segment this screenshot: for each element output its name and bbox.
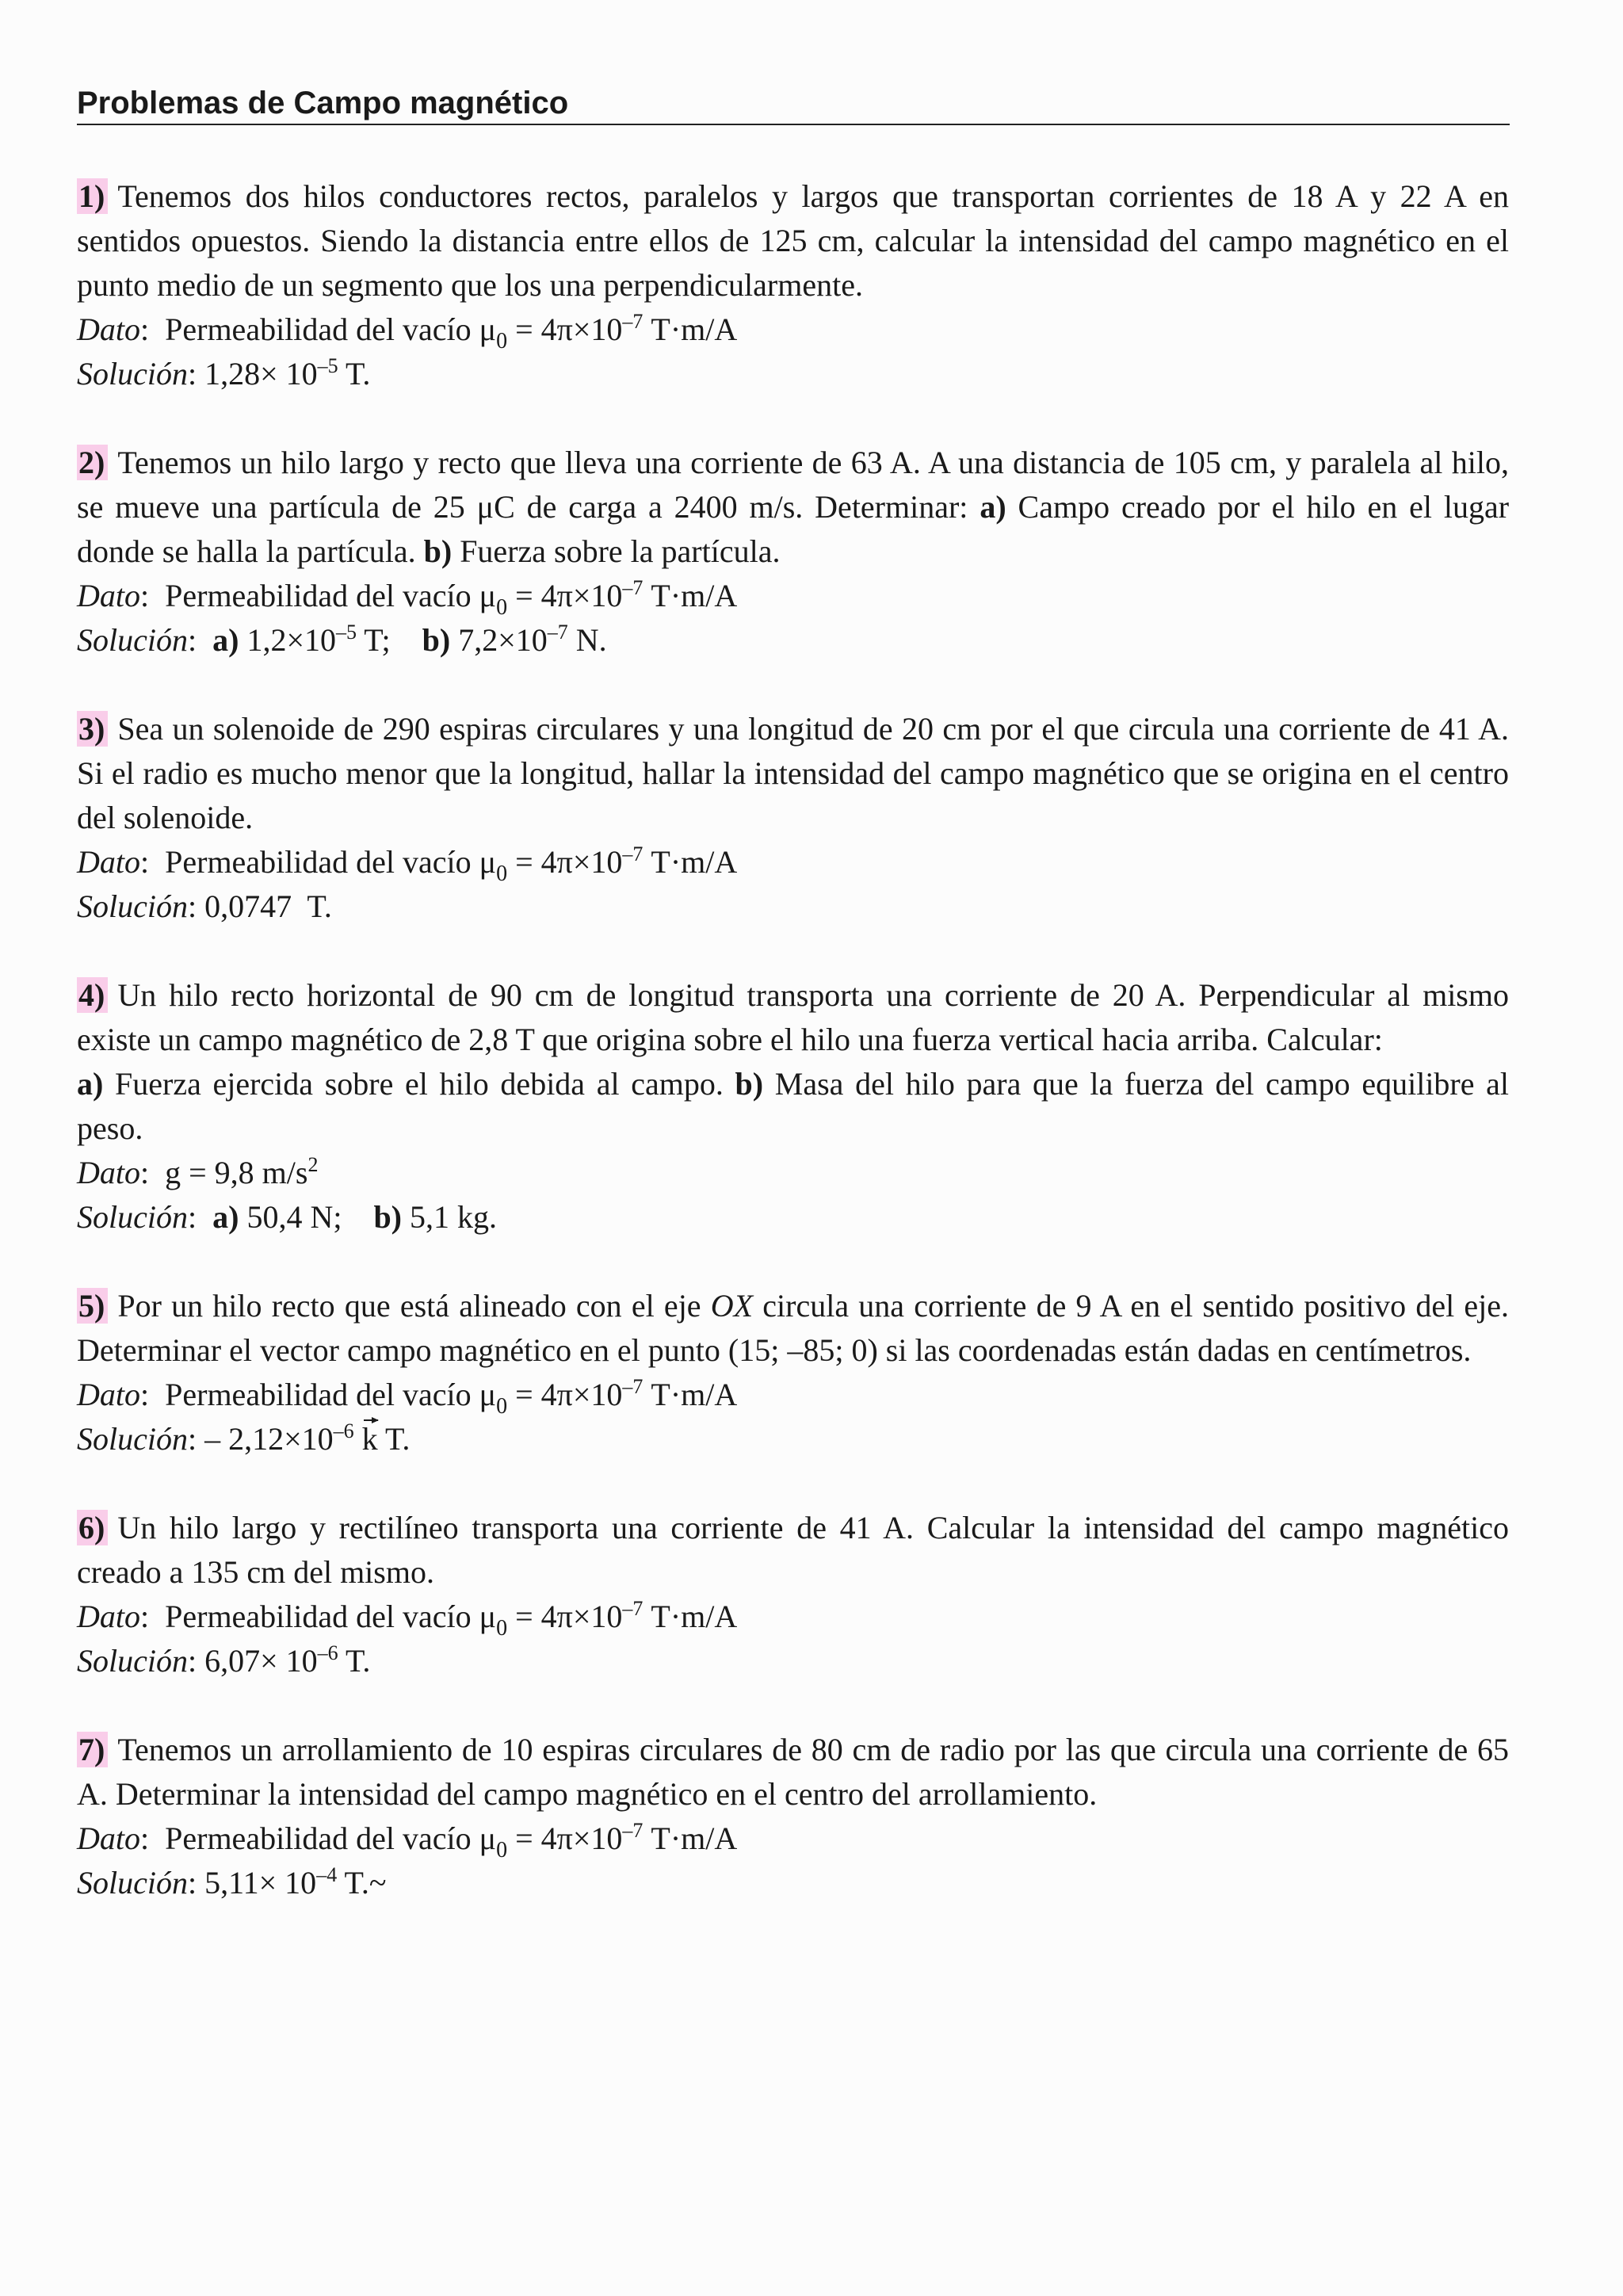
solution-line: Solución: a) $1,2\times 10^{-5}$ T; b) $7,2\times 10^{-7}$ N. (77, 621, 607, 658)
problem-4 (77, 973, 1509, 1240)
problem-number: 3) (77, 711, 108, 747)
solution-line: Solución: $1,28\times 10^{-5}$ T. (77, 354, 371, 392)
problem-1 (77, 174, 1509, 396)
dato-line: Dato: Permeabilidad del vacío $\mu_0 = 4\pi\times 10^{-7}$ T·m/A (77, 310, 738, 353)
problem-text: Tenemos dos hilos conductores rectos, paralelos y largos que transportan corrientes de 18 A y 22 A en sentidos opuestos. Siendo la distancia entre ellos de 125 cm, calcular la intensidad del campo magnético en el punto medio de un segmento que los una perpendicularmente. (77, 178, 1509, 303)
problem-statement: 2) Tenemos un hilo largo y recto que lleva una corriente de 63 A. A una distancia de 105 cm, y paralela al hilo, se mueve una partícula de 25 μC de carga a 2400 m/s. Determinar: a) Campo creado por el hilo en el lugar donde se halla la partícula. b) Fuerza sobre la partícula. (77, 445, 1510, 569)
problem-statement (77, 174, 1509, 308)
problem-number: 2) (77, 445, 108, 480)
problem-number: 4) (77, 977, 108, 1013)
page-title: Problemas de Campo magnético (77, 84, 1510, 125)
solution-line: Solución: $5,11\times 10^{-4}$ T.~ (77, 1863, 387, 1901)
problem-statement: 6) Un hilo largo y rectilíneo transporta una corriente de 41 A. Calcular la intensidad del campo magnético creado a 135 cm del mismo. (77, 1510, 1509, 1590)
problem-7 (77, 1728, 1509, 1905)
problem-number: 6) (77, 1510, 108, 1545)
solution-line: Solución: 0,0747 T. (77, 888, 332, 924)
unit-vector-k: k (362, 1417, 378, 1461)
solution-line: Solución: a) 50,4 N; b) 5,1 kg. (77, 1199, 498, 1235)
dato-line: Dato: Permeabilidad del vacío $\mu_0 = 4\pi\times 10^{-7}$ T·m/A (77, 1375, 738, 1419)
problem-statement: 3) Sea un solenoide de 290 espiras circulares y una longitud de 20 cm por el que circula una corriente de 41 A. Si el radio es mucho menor que la longitud, hallar la intensidad del campo magnético que se origina en el centro del solenoide. (77, 711, 1509, 835)
problem-statement: 5) Por un hilo recto que está alineado con el eje OX circula una corriente de 9 A en el sentido positivo del eje. Determinar el vector campo magnético en el punto (15; –85; 0) si las coordenadas están dadas en centímetros. (77, 1288, 1510, 1368)
problem-3 (77, 707, 1509, 929)
dato-line: Dato: Permeabilidad del vacío $\mu_0 = 4\pi\times 10^{-7}$ T·m/A (77, 576, 738, 620)
problem-number: 5) (77, 1288, 108, 1324)
dato-line: Dato: g = 9,8 $m/s^2$ (77, 1153, 319, 1190)
problem-5 (77, 1284, 1509, 1461)
problem-statement: 4) Un hilo recto horizontal de 90 cm de longitud transporta una corriente de 20 A. Perpendicular al mismo existe un campo magnético de 2,8 T que origina sobre el hilo una fuerza vertical hacia arriba. Calcular: a) Fuerza ejercida sobre el hilo debida al campo. b) Masa del hilo para que la fuerza del campo equilibre al peso. (77, 977, 1510, 1146)
dato-line: Dato: Permeabilidad del vacío $\mu_0 = 4\pi\times 10^{-7}$ T·m/A (77, 1819, 738, 1862)
dato-line: Dato: Permeabilidad del vacío $\mu_0 = 4\pi\times 10^{-7}$ T·m/A (77, 842, 738, 886)
problem-statement: 7) Tenemos un arrollamiento de 10 espiras circulares de 80 cm de radio por las que circula una corriente de 65 A. Determinar la intensidad del campo magnético en el centro del arrollamiento. (77, 1732, 1509, 1812)
dato-line: Dato: Permeabilidad del vacío $\mu_0 = 4\pi\times 10^{-7}$ T·m/A (77, 1597, 738, 1641)
problem-number: 7) (77, 1732, 108, 1767)
problem-number: 1) (77, 178, 108, 214)
problem-6 (77, 1506, 1509, 1683)
problem-2 (77, 441, 1509, 663)
solution-line: Solución: – $2,12\times 10^{-6}$ k T. (77, 1417, 1509, 1461)
solution-line: Solución: $6,07\times 10^{-6}$ T. (77, 1641, 371, 1679)
